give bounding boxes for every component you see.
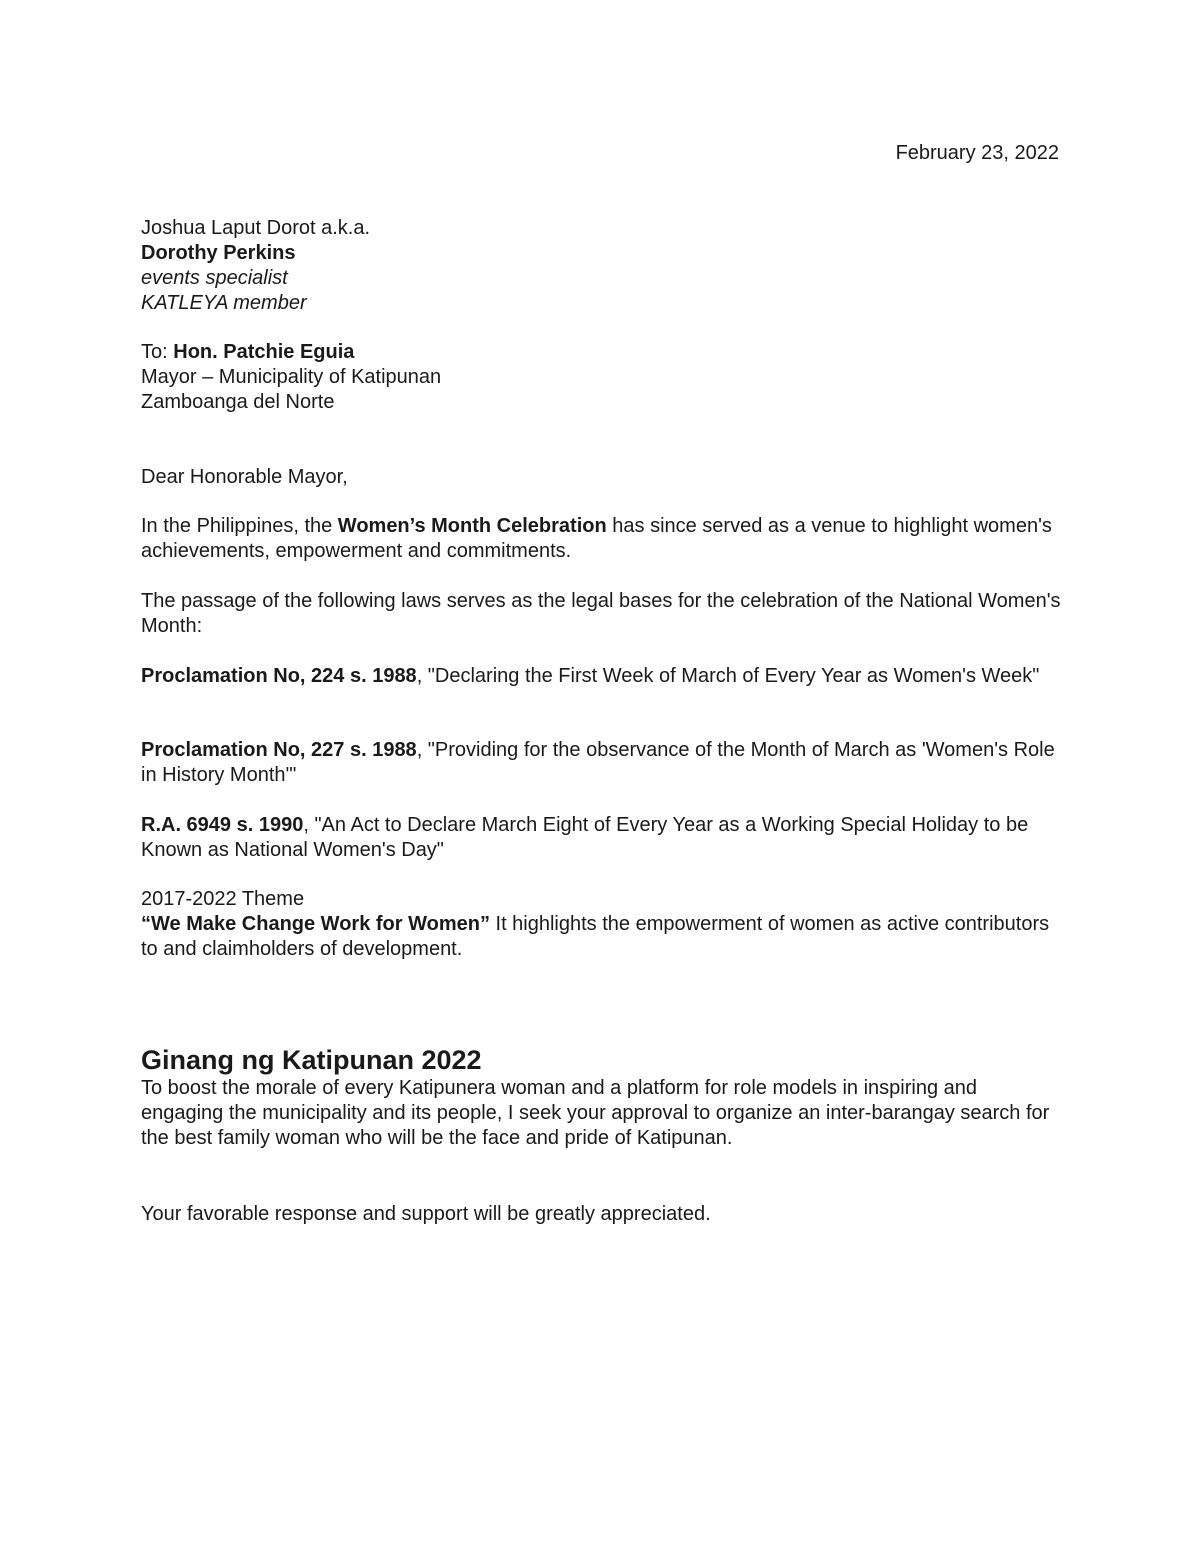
- recipient-location: Zamboanga del Norte: [141, 391, 335, 413]
- theme-block: [141, 887, 1061, 962]
- theme-text: “We Make Change Work for Women” It highlights the empowerment of women as active contributors to and claimholders of development.: [141, 913, 1050, 960]
- event-heading: Ginang ng Katipunan 2022: [141, 1045, 482, 1075]
- recipient-block: [141, 340, 1061, 415]
- theme-title: “We Make Change Work for Women”: [141, 913, 490, 935]
- salutation: Dear Honorable Mayor,: [141, 466, 348, 488]
- recipient-position: Mayor – Municipality of Katipunan: [141, 366, 442, 388]
- sender-block: [141, 216, 1061, 316]
- recipient-name: Hon. Patchie Eguia: [173, 341, 355, 363]
- intro-paragraph: In the Philippines, the Women’s Month Celebration has since served as a venue to highlight women's achievements, empowerment and commitments.: [141, 515, 1052, 562]
- law-item: Proclamation No, 224 s. 1988, "Declaring the First Week of March of Every Year as Women's Week": [141, 665, 1040, 687]
- theme-label: 2017-2022 Theme: [141, 888, 305, 910]
- sender-group: KATLEYA member: [141, 292, 307, 314]
- law-item: R.A. 6949 s. 1990, "An Act to Declare March Eight of Every Year as a Working Special Holiday to be Known as National Women's Day": [141, 814, 1029, 861]
- letter-date: February 23, 2022: [895, 142, 1059, 164]
- laws-intro: The passage of the following laws serves as the legal bases for the celebration of the National Women's Month:: [141, 590, 1061, 637]
- event-block: [141, 1044, 1061, 1151]
- sender-role: events specialist: [141, 267, 288, 289]
- law-item: Proclamation No, 227 s. 1988, "Providing for the observance of the Month of March as 'Women's Role in History Month'": [141, 739, 1055, 786]
- event-body: To boost the morale of every Katipunera woman and a platform for role models in inspiring and engaging the municipality and its people, I seek your approval to organize an inter-barangay search for the best family woman who will be the face and pride of Katipunan.: [141, 1077, 1050, 1149]
- recipient-name-line: To: Hon. Patchie Eguia: [141, 341, 355, 363]
- sender-name: Joshua Laput Dorot a.k.a.: [141, 217, 371, 239]
- closing-line: Your favorable response and support will be greatly appreciated.: [141, 1203, 711, 1225]
- sender-alias: Dorothy Perkins: [141, 242, 296, 264]
